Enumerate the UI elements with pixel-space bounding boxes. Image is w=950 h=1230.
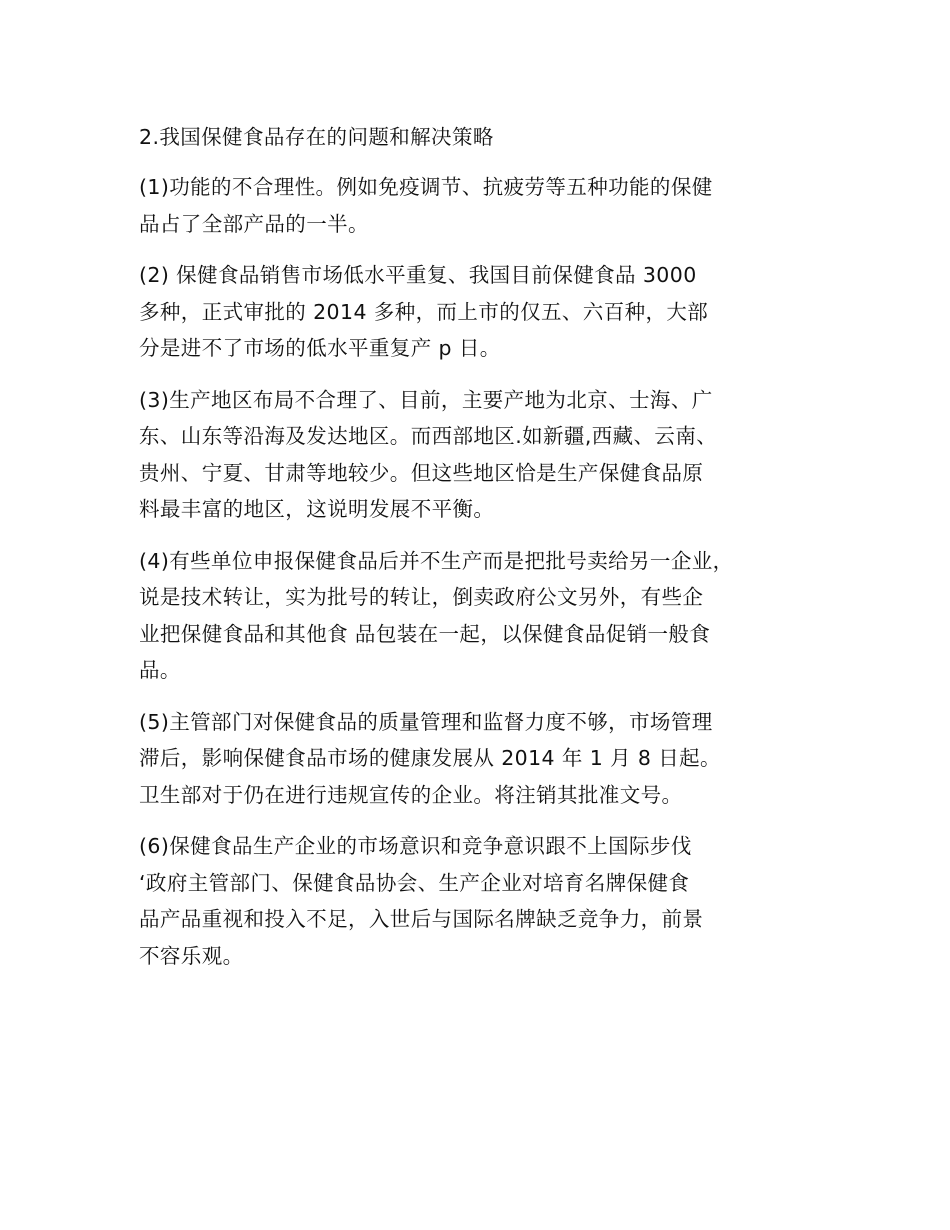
paragraph-line: (5)主管部门对保健食品的质量管理和监督力度不够，市场管理 [139, 709, 713, 734]
paragraph-line: (3)生产地区布局不合理了、目前，主要产地为北京、士海、广 [139, 387, 713, 412]
paragraph-line: (4)有些单位申报保健食品后并不生产而是把批号卖给另一企业， [139, 548, 734, 573]
paragraph-line: 东、山东等沿海及发达地区。而西部地区.如新疆,西藏、云南、 [139, 424, 718, 448]
paragraph-line: 业把保健食品和其他食 品包装在一起，以保健食品促销一般食 [139, 621, 711, 646]
paragraph-line: 贵州、宁夏、甘肃等地较少。但这些地区恰是生产保健食品原 [139, 460, 704, 485]
paragraph-1 [139, 169, 839, 242]
paragraph-line: ‘政府主管部门、保健食品协会、生产企业对培育名牌保健食 [139, 870, 690, 895]
paragraph-line: 不容乐观。 [139, 943, 244, 968]
paragraph-line: 滞后，影响保健食品市场的健康发展从 2014 年 1 月 8 日起。 [139, 746, 721, 770]
paragraph-line: (1)功能的不合理性。例如免疫调节、抗疲劳等五种功能的保健 [139, 175, 713, 199]
paragraph-line: 品。 [139, 658, 181, 682]
document-body [139, 120, 839, 989]
paragraph-line: 卫生部对于仍在进行违规宣传的企业。将注销其批准文号。 [139, 782, 683, 807]
paragraph-line: 多种，正式审批的 2014 多种，而上市的仅五、六百种，大部 [139, 299, 709, 324]
paragraph-line: 分是进不了市场的低水平重复产 p 日。 [139, 336, 501, 360]
paragraph-6 [139, 828, 839, 974]
paragraph-line: (2) 保健食品销售市场低水平重复、我国目前保健食品 3000 [139, 263, 697, 287]
paragraph-2 [139, 257, 839, 367]
paragraph-line: 品占了全部产品的一半。 [139, 211, 369, 236]
paragraph-3 [139, 382, 839, 528]
paragraph-line: 料最丰富的地区，这说明发展不平衡。 [139, 497, 495, 521]
paragraph-line: (6)保健食品生产企业的市场意识和竞争意识跟不上国际步伐 [139, 834, 692, 858]
paragraph-line: 品产品重视和投入不足，入世后与国际名牌缺乏竞争力，前景 [139, 907, 704, 931]
paragraph-4 [139, 543, 839, 689]
paragraph-line: 说是技术转让，实为批号的转让，倒卖政府公文另外，有些企 [139, 585, 704, 609]
paragraph-5 [139, 704, 839, 814]
section-heading: 2.我国保健食品存在的问题和解决策略 [139, 125, 494, 149]
